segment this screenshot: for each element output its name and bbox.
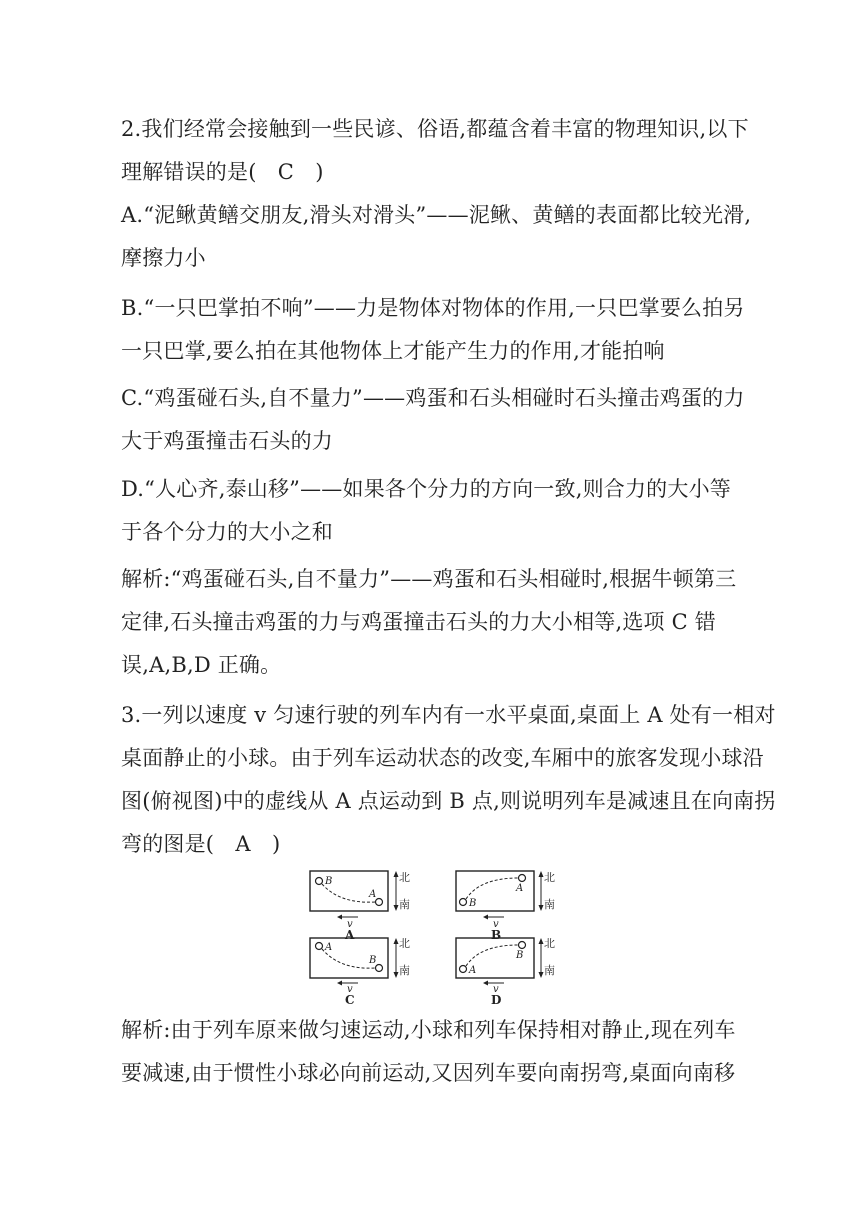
panel-d (456, 937, 555, 1006)
q2-option-a-line-1: A.“泥鳅黄鳝交朋友,滑头对滑头”——泥鳅、黄鳝的表面都比较光滑, (121, 203, 752, 227)
q2-option-c-line-1: C.“鸡蛋碰石头,自不量力”——鸡蛋和石头相碰时石头撞击鸡蛋的力 (121, 386, 745, 410)
panel-b-point-b: B (469, 898, 477, 909)
panel-c-point-a: A (325, 942, 333, 953)
panel-a-point-b: B (325, 876, 333, 887)
panel-a-point-a: A (369, 889, 377, 900)
panel-b-south-label: 南 (544, 898, 555, 911)
panel-d-caption: D (491, 993, 502, 1006)
q3-stem-line-2: 桌面静止的小球。由于列车运动状态的改变,车厢中的旅客发现小球沿 (121, 746, 764, 770)
q2-explanation-line-2: 定律,石头撞击鸡蛋的力与鸡蛋撞击石头的力大小相等,选项 C 错 (121, 610, 716, 634)
panel-b (456, 871, 555, 942)
q2-stem-line-1: 2.我们经常会接触到一些民谚、俗语,都蕴含着丰富的物理知识,以下 (121, 117, 749, 141)
panel-a-velocity-label: v (347, 919, 353, 930)
panel-b-caption: B (491, 928, 502, 942)
q3-stem-line-3: 图(俯视图)中的虚线从 A 点运动到 B 点,则说明列车是减速且在向南拐 (121, 789, 776, 813)
q2-option-a-line-2: 摩擦力小 (121, 246, 206, 270)
q2-stem-line-2: 理解错误的是( C ) (121, 160, 324, 184)
panel-a-caption: A (345, 928, 355, 942)
panel-c-caption: C (345, 993, 355, 1006)
panel-d-north-label: 北 (544, 937, 555, 950)
panel-c (310, 937, 410, 1006)
panel-b-north-label: 北 (544, 871, 555, 884)
panel-d-point-b: B (516, 950, 524, 961)
q2-option-d-line-1: D.“人心齐,泰山移”——如果各个分力的方向一致,则合力的大小等 (121, 477, 731, 501)
panel-a (310, 871, 410, 942)
panel-b-point-a: A (516, 883, 524, 894)
q2-option-b-line-1: B.“一只巴掌拍不响”——力是物体对物体的作用,一只巴掌要么拍另 (121, 296, 745, 320)
panel-a-north-label: 北 (399, 871, 410, 884)
q2-option-b-line-2: 一只巴掌,要么拍在其他物体上才能产生力的作用,才能拍响 (121, 339, 665, 363)
panel-c-north-label: 北 (399, 937, 410, 950)
train-table-diagram (300, 866, 560, 1006)
panel-b-velocity-label: v (493, 919, 499, 930)
panel-c-south-label: 南 (399, 964, 410, 977)
panel-c-point-b: B (369, 955, 377, 966)
q2-option-d-line-2: 于各个分力的大小之和 (121, 520, 333, 544)
q3-explanation-line-2: 要减速,由于惯性小球必向前运动,又因列车要向南拐弯,桌面向南移 (121, 1061, 736, 1085)
q3-explanation-line-1: 解析:由于列车原来做匀速运动,小球和列车保持相对静止,现在列车 (121, 1018, 736, 1042)
panel-c-velocity-label: v (347, 984, 353, 995)
q3-stem-line-4: 弯的图是( A ) (121, 832, 281, 856)
panel-a-south-label: 南 (399, 898, 410, 911)
q2-option-c-line-2: 大于鸡蛋撞击石头的力 (121, 429, 333, 453)
train-table-figure (300, 866, 560, 1006)
q2-explanation-line-3: 误,A,B,D 正确。 (121, 653, 282, 677)
q3-stem-line-1: 3.一列以速度 v 匀速行驶的列车内有一水平桌面,桌面上 A 处有一相对 (121, 703, 776, 727)
panel-d-south-label: 南 (544, 964, 555, 977)
panel-d-velocity-label: v (493, 984, 499, 995)
q2-explanation-line-1: 解析:“鸡蛋碰石头,自不量力”——鸡蛋和石头相碰时,根据牛顿第三 (121, 567, 737, 591)
panel-d-point-a: A (469, 965, 477, 976)
